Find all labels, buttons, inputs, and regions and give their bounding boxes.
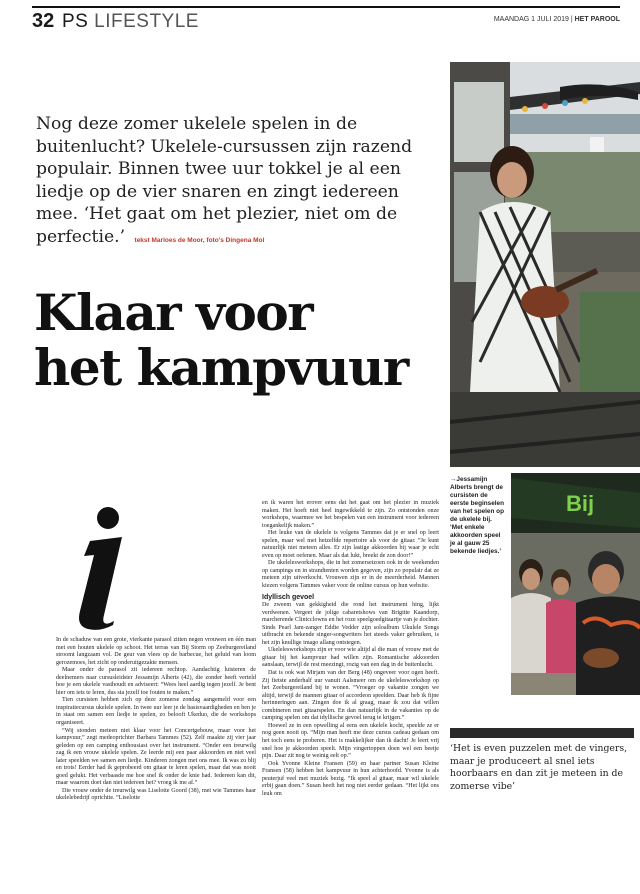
photo-group-ukuleles-image [511,473,640,695]
photo-woman-ukulele [450,62,640,467]
issue-date: MAANDAG 1 JULI 2019 [493,16,569,23]
headline-line-2: het kampvuur [34,338,408,397]
drop-cap-glyph [70,505,130,630]
article-column-1 [56,637,256,803]
section-name: LIFESTYLE [94,11,199,32]
pull-quote-bar [450,728,634,738]
col2-paragraph-3: De ukelelesworkshops, die in het zomerseizoen ook in de weekenden op campings en in strandtenten worden gegeven, zijn zo populair dat ze meteen zijn uitverkocht. Vrouwen zijn er in de meerderheid. Mannen kiezen volgens Tammes vaker voor de online cursus op hun website. [262,560,439,590]
subheading-idyllisch: Idyllisch gevoel [262,593,315,601]
col2-paragraph-6: Dat is ook wat Mirjam van der Berg (48) ongeveer voor ogen heeft. Zij fietste anderhalf uur vanuit Aalsmeer om de ukelelesworkshop op het Zeeburgereiland bij te wonen. “Vroeger op vakantie zongen we altijd, terwijl de mannen gitaar of accordeon speelden. Daar heb ik fijne herinneringen aan. Zingen doe ik al graag, maar ik zou dat willen combineren met gitaarspelen. En dan natuurlijk in de vakanties op de camping spelen om dat idyllische gevoel terug te krijgen.” [262,670,439,722]
section-prefix: PS [62,11,89,32]
paper-name: HET PAROOL [574,16,620,23]
col2-paragraph-1: en ik waren het erover eens dat het gaat om het plezier in muziek maken. Het hoeft niet heel ingewikkeld te zijn. Zo ontstonden onze workshops, waarmee we het bespelen van een instrument voor iedereen toegankelijk maken.” [262,500,439,529]
intro-text: Nog deze zomer ukelele spelen in de buitenlucht? Ukelele-cursussen zijn razend populair. Binnen twee uur tokkel je al een liedje op de vier snaren en zingt iedereen mee. ‘Het gaat om het plezier, niet om de perfectie.’ [36,114,413,247]
col2-paragraph-8: Ook Yvonne Kleine Fransen (59) en haar partner Susan Kleine Fransen (58) hebben het kampvuur in hun achterhoofd. Yvonne is als peuterjuf veel met muziek bezig. “Ik speel al gitaar, maar wil ukelele erbij gaan doen.” Susan heeft het nog niet eerder gedaan. “Het lijkt ons leuk om [262,760,439,797]
article-headline [34,285,454,395]
photo-group-ukuleles [511,473,640,695]
col1-paragraph-5: Die vrouw onder de treurwilg was Liselotte Goord (38), met wie Tammes haar ukelelebedrijf oprichtte. “Liselotte [56,787,256,802]
dateline: MAANDAG 1 JULI 2019 | HET PAROOL [493,16,620,23]
svg-text:Bij: Bij [566,491,595,516]
col2-paragraph-5: Ukelelesworkshops zijn er voor wie altijd al die man of vrouw met de gitaar bij het kampvuur had willen zijn. Romantische akkoorden aanslaan, terwijl de rest meezingt, rozig van een dag in de buitenlucht. [262,647,439,669]
col1-paragraph-2: Maar onder de parasol zit iedereen rechtop. Aandachtig luisteren de deelnemers naar cursusleidster Jessamijn Alberts (42), die zonder heeft verteld hoe je een ukelele vasthoudt en adviseert: “Wees heel aardig tegen jezelf. Je bent hier om iets te leren, dus sta jezelf toe fouten te maken.” [56,667,256,696]
col2-paragraph-7: Hoewel ze in een opwelling al eens een ukelele kocht, speelde ze er nog geen nooit op. “Mijn man heeft me deze cursus cadeau gedaan om het toch eens te proberen. Het is makkelijker dan ik dacht! Je leert vrij snel hoe je akkoorden speelt. Mijn vingertoppen doen wel een beetje pijn. Daar zit nog te weinig eelt op.” [262,722,439,760]
photo-woman-ukulele-image [450,62,640,467]
headline-line-1: Klaar voor [34,283,313,342]
col1-paragraph-4: “Wij stonden meteen niet klaar voor het Concertgebouw, maar voor het kampvuur,” zegt medeoprichter Barbara Tammes (52). Zelf maakte zij vier jaar geleden op een camping enthousiast over het instrument. “Onder een treurwilg zag ik een vrouw ukelele spelen. Ze leerde mij een paar akkoorden en niet veel later speelden we samen een liedje. Kinderen zongen met ons mee. Ik was zo blij en trots! Eerder had ik geprobeerd om gitaar te leren spelen, maar dat was nooit goed gelukt. Het verbaasde me hoe snel ik onder de knie had. Iedereen kan dit, maar waarom doet dan niet iedereen het? vroeg ik me af.” [56,727,256,787]
photo-caption: →Jessamijn Alberts brengt de cursisten de eerste beginselen van het spelen op de ukelele bij. ‘Met enkele akkoorden speel je al gauw 25 bekende liedjes.’ [450,476,504,555]
col2-paragraph-2: Het leuke van de ukelele is volgens Tammes dat je er snel op leert spelen, maar wel met hetzelfde repertoire als voor de gitaar. “Je kunt natuurlijk niet meteen alles. Er zijn lastige akkoorden bij waar je echt even op moet oefenen. Maar als dat lukt, breekt de zon door!” [262,530,439,559]
section-label [62,11,199,33]
col2-paragraph-4: De zweem van gekkigheid die rond het instrument hing, lijkt verdwenen. Vergeet de jolige cabaretshows van Brigitte Kaandorp, marcherende Clinicclowns en het roze speelgoedgitaartje van je dochter. Sinds Pearl Jam-zanger Eddie Vedder zijn soloalbum Ukulele Songs uitbracht en bekende singer-songwriters het steeds vaker gebruiken, is het zijn knullige imago allang ontstegen. [262,602,439,646]
article-column-2 [262,500,439,798]
col1-paragraph-1: In de schaduw van een grote, vierkante parasol zitten negen vrouwen en één man met een houten ukelele op schoot. Het terras van Bij Storm op Zeeburgereiland stroomt langzaam vol. De geur van vlees op de barbecue, het geluid van loom gerozemoes, het zicht op onderuitgezakte mensen. [56,637,256,666]
col1-paragraph-3: Tien cursisten hebben zich op deze zomerse zondag aangemeld voor een inspiratiecursus ukelele spelen. In twee uur leer je de basisvaardigheden en ben je in staat om samen een liedje te spelen, zo belooft Ukeduo, die de workshops organiseert. [56,697,256,727]
page-number: 32 [32,10,55,32]
pull-quote: ‘Het is even puzzelen met de vingers, maar je produceert al snel iets hoorbaars en dan zit je meteen in de zomerse vibe’ [450,743,628,792]
intro-lede [36,113,436,252]
page-header [32,6,620,30]
photo-credit: tekst Marloes de Moor, foto’s Dingena Mol [134,236,265,244]
drop-cap-i [70,505,130,630]
